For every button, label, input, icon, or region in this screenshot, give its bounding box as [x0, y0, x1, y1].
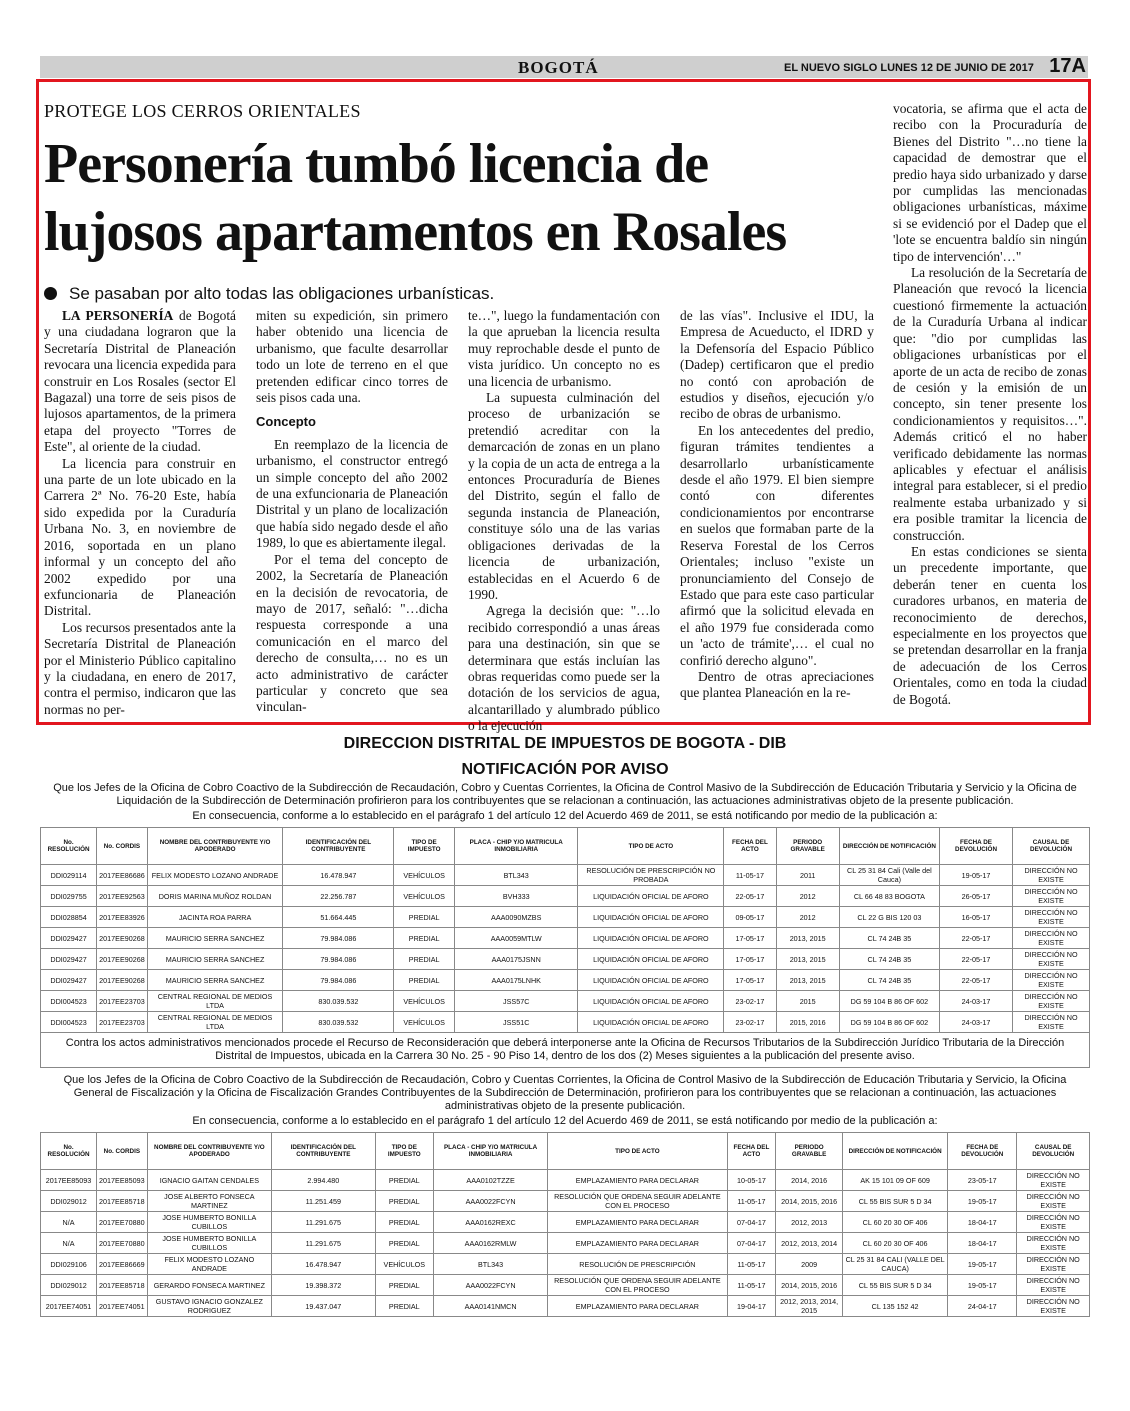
table-header-cell: NOMBRE DEL CONTRIBUYENTE Y/O APODERADO — [147, 828, 283, 865]
table-header-cell: PERIODO GRAVABLE — [776, 1133, 843, 1170]
table-cell: DIRECCIÓN NO EXISTE — [1013, 928, 1090, 949]
table-cell: 11.291.675 — [272, 1233, 375, 1254]
table-cell: AK 15 101 09 OF 609 — [843, 1170, 948, 1191]
table-cell: 19.398.372 — [272, 1275, 375, 1296]
table-cell: 2017EE23703 — [97, 1012, 148, 1033]
table-cell: 2017EE85718 — [97, 1275, 148, 1296]
table-row — [41, 928, 1090, 949]
table-cell: AAA0175JSNN — [454, 949, 578, 970]
table-cell: MAURICIO SERRA SANCHEZ — [147, 970, 283, 991]
table-header-cell: NOMBRE DEL CONTRIBUYENTE Y/O APODERADO — [147, 1133, 271, 1170]
notice-intro-consequence: En consecuencia, conforme a lo establecido en el parágrafo 1 del artículo 12 del Acuerdo 469 de 2011, se está notificando por medio de la publicación a: — [192, 810, 938, 822]
table-cell: AAA0022FCYN — [434, 1191, 548, 1212]
paragraph: La resolución de la Secretaría de Planeación que revocó la licencia cuestionó firmemente la actuación de la Curaduría Urbana al indicar que: "dio por cumplidas las obligaciones urbanísticas por el aporte de un acta de recibo de zonas de cesión y la emisión de un concepto, sin tener presente los condicionamientos y requisitos…". Además criticó el no haber verificado debidamente las normas aplicables y efectuar el análisis integral para establecer, si el predio realmente estaba urbanizado y si era posible tramitar la licencia de construcción. — [893, 265, 1087, 543]
table-cell: 19-05-17 — [948, 1275, 1017, 1296]
table-cell: FELIX MODESTO LOZANO ANDRADE — [147, 865, 283, 886]
table-row — [41, 991, 1090, 1012]
table-cell: 22-05-17 — [940, 928, 1013, 949]
paragraph: La supuesta culminación del proceso de urbanización se pretendió acreditar con la demarcación de zonas en un plano y la copia de un acta de entrega a la entonces Procuraduría de Bienes del Distrito, según el fallo de segunda instancia de Planeación, constituye sólo una de las varias obligaciones derivadas de la licencia de urbanización, establecidas en el Acuerdo 6 de 1990. — [468, 390, 660, 602]
table-cell: RESOLUCIÓN DE PRESCRIPCIÓN NO PROBADA — [578, 865, 724, 886]
table-header-cell: DIRECCIÓN DE NOTIFICACIÓN — [839, 828, 939, 865]
table-cell: 24-03-17 — [940, 991, 1013, 1012]
table-cell: CL 25 31 84 CALI (VALLE DEL CAUCA) — [843, 1254, 948, 1275]
table-cell: 22-05-17 — [940, 970, 1013, 991]
table-row — [41, 1296, 1090, 1317]
table-cell: JSS57C — [454, 991, 578, 1012]
table-cell: DIRECCIÓN NO EXISTE — [1013, 1012, 1090, 1033]
table-cell: LIQUIDACIÓN OFICIAL DE AFORO — [578, 949, 724, 970]
table-cell: LIQUIDACIÓN OFICIAL DE AFORO — [578, 991, 724, 1012]
table-cell: 2015, 2016 — [776, 1012, 839, 1033]
table-cell: LIQUIDACIÓN OFICIAL DE AFORO — [578, 928, 724, 949]
article-subhead — [44, 284, 494, 304]
table-cell: 2017EE90268 — [97, 970, 148, 991]
notice-subtitle: NOTIFICACIÓN POR AVISO — [461, 761, 669, 778]
notice-intro-2: Que los Jefes de la Oficina de Cobro Coactivo de la Subdirección de Recaudación, Cobro y Cuentas Corrientes, la Oficina de Control Masivo de la Subdirección de Educación Tributaria y Servicio, la Oficina General de Fiscalización y la Oficina de Fiscalización Grandes Contribuyentes de la Subdirección de Determinación, profirieron para los contribuyentes que se relacionan a continuación, las actuaciones administrativas objeto de la presente publicación. — [63, 1074, 1067, 1112]
section-label: BOGOTÁ — [518, 58, 599, 77]
table-header-cell: No. CORDIS — [97, 1133, 148, 1170]
table-cell: 2017EE85093 — [97, 1170, 148, 1191]
table-cell: 23-02-17 — [724, 991, 776, 1012]
table-header-cell: PERIODO GRAVABLE — [776, 828, 839, 865]
table-cell: 79.984.086 — [283, 970, 394, 991]
table-cell: PREDIAL — [394, 949, 455, 970]
table-cell: 18-04-17 — [948, 1212, 1017, 1233]
table-cell: DDI029012 — [41, 1275, 97, 1296]
table-cell: CL 55 BIS SUR 5 D 34 — [843, 1275, 948, 1296]
table-cell: 17-05-17 — [724, 949, 776, 970]
table-cell: DIRECCIÓN NO EXISTE — [1017, 1191, 1090, 1212]
table-cell: FELIX MODESTO LOZANO ANDRADE — [147, 1254, 271, 1275]
table-cell: PREDIAL — [375, 1233, 434, 1254]
article-column-2 — [256, 308, 448, 716]
table-cell: PREDIAL — [375, 1296, 434, 1317]
table-cell: PREDIAL — [394, 970, 455, 991]
table-cell: RESOLUCIÓN QUE ORDENA SEGUIR ADELANTE CON EL PROCESO — [548, 1191, 728, 1212]
table-row — [41, 886, 1090, 907]
table-header-cell: No. CORDIS — [97, 828, 148, 865]
table-cell: 09-05-17 — [724, 907, 776, 928]
paragraph: miten su expedición, sin primero haber obtenido una licencia de urbanismo, que faculte desarrollar todo un lote de terreno en el que pretenden edificar cinco torres de seis pisos cada una. — [256, 308, 448, 406]
article-column-4 — [680, 308, 874, 702]
notice-intro-2-consequence: En consecuencia, conforme a lo establecido en el parágrafo 1 del artículo 12 del Acuerdo 469 de 2011, se está notificando por medio de la publicación a: — [192, 1115, 938, 1127]
table-cell: DIRECCIÓN NO EXISTE — [1017, 1296, 1090, 1317]
table-row — [41, 1212, 1090, 1233]
table-cell: 11.251.459 — [272, 1191, 375, 1212]
table-header-cell: TIPO DE IMPUESTO — [394, 828, 455, 865]
table-cell: DDI028854 — [41, 907, 97, 928]
table-cell: 19-05-17 — [940, 865, 1013, 886]
table-cell: 2014, 2015, 2016 — [776, 1191, 843, 1212]
table-cell: VEHÍCULOS — [394, 991, 455, 1012]
table-cell: RESOLUCIÓN QUE ORDENA SEGUIR ADELANTE CON EL PROCESO — [548, 1275, 728, 1296]
paragraph: te…", luego la fundamentación con la que aprueban la licencia resulta muy reprochable desde el punto de vista jurídico. Un concepto no es una licencia de urbanismo. — [468, 308, 660, 389]
table-cell: 2012, 2013, 2014, 2015 — [776, 1296, 843, 1317]
table-cell: DDI004523 — [41, 1012, 97, 1033]
table-cell: DIRECCIÓN NO EXISTE — [1013, 970, 1090, 991]
table-row — [41, 907, 1090, 928]
table-cell: 22.256.787 — [283, 886, 394, 907]
table-cell: BTL343 — [454, 865, 578, 886]
table-cell: DORIS MARINA MUÑOZ ROLDAN — [147, 886, 283, 907]
table-cell: RESOLUCIÓN DE PRESCRIPCIÓN — [548, 1254, 728, 1275]
table-cell: 19-05-17 — [948, 1254, 1017, 1275]
table-cell: MAURICIO SERRA SANCHEZ — [147, 928, 283, 949]
table-cell: 2014, 2016 — [776, 1170, 843, 1191]
section-heading: Concepto — [256, 414, 316, 430]
table-cell: 16.478.947 — [283, 865, 394, 886]
paragraph: Por el tema del concepto de 2002, la Secretaría de Planeación en la decisión de revocatoria, de mayo de 2017, señaló: "…dicha respuesta corresponde a una comunicación en el marco del derecho de consulta,… no es un acto administrativo de carácter particular y concreto que sea vinculan- — [256, 551, 448, 715]
table-header-cell: PLACA - CHIP Y/O MATRICULA INMOBILIARIA — [434, 1133, 548, 1170]
article-column-5 — [893, 101, 1087, 708]
table-cell: PREDIAL — [375, 1191, 434, 1212]
table-cell: EMPLAZAMIENTO PARA DECLARAR — [548, 1170, 728, 1191]
tax-notice — [40, 728, 1090, 1317]
table-cell: DIRECCIÓN NO EXISTE — [1013, 991, 1090, 1012]
table-row — [41, 1170, 1090, 1191]
table-header-cell: IDENTIFICACIÓN DEL CONTRIBUYENTE — [272, 1133, 375, 1170]
table-cell: 2012 — [776, 907, 839, 928]
table-cell: 830.039.532 — [283, 991, 394, 1012]
table-cell: 23-02-17 — [724, 1012, 776, 1033]
table-cell: DDI029427 — [41, 928, 97, 949]
table-cell: 07-04-17 — [727, 1233, 776, 1254]
table-cell: DG 59 104 B 86 OF 602 — [839, 991, 939, 1012]
table-cell: DG 59 104 B 86 OF 602 — [839, 1012, 939, 1033]
paragraph: de las vías". Inclusive el IDU, la Empresa de Acueducto, el IDRD y la Defensoría del Espacio Público (Dadep) certificaron que el predio no contó con aprobación de estudios y diseños, ejecución y/o recibo de obras de urbanismo. — [680, 308, 874, 422]
table-cell: 79.984.086 — [283, 928, 394, 949]
table-cell: CL 60 20 30 OF 406 — [843, 1212, 948, 1233]
table-cell: PREDIAL — [375, 1275, 434, 1296]
article-column-1 — [44, 308, 236, 718]
table-cell: CL 74 24B 35 — [839, 928, 939, 949]
table-cell: 24-03-17 — [940, 1012, 1013, 1033]
table-cell: 2012 — [776, 886, 839, 907]
table-cell: AAA0162RMLW — [434, 1233, 548, 1254]
table-cell: 2013, 2015 — [776, 970, 839, 991]
table-cell: 16-05-17 — [940, 907, 1013, 928]
table-cell: 2011 — [776, 865, 839, 886]
table-cell: AAA0059MTLW — [454, 928, 578, 949]
table-cell: JOSE HUMBERTO BONILLA CUBILLOS — [147, 1233, 271, 1254]
table-cell: DDI029755 — [41, 886, 97, 907]
table-cell: GUSTAVO IGNACIO GONZALEZ RODRIGUEZ — [147, 1296, 271, 1317]
table-cell: 2017EE86686 — [97, 865, 148, 886]
table-cell: 19-05-17 — [948, 1191, 1017, 1212]
table-cell: 10-05-17 — [727, 1170, 776, 1191]
table-header-cell: CAUSAL DE DEVOLUCIÓN — [1013, 828, 1090, 865]
table-cell: AAA0175LNHK — [454, 970, 578, 991]
table-cell: 2017EE86669 — [97, 1254, 148, 1275]
table-cell: DIRECCIÓN NO EXISTE — [1017, 1170, 1090, 1191]
table-cell: 2017EE92563 — [97, 886, 148, 907]
table-cell: 22-05-17 — [724, 886, 776, 907]
table-cell: N/A — [41, 1233, 97, 1254]
table-cell: 26-05-17 — [940, 886, 1013, 907]
paragraph: En reemplazo de la licencia de urbanismo, el constructor entregó un simple concepto del año 2002 de una exfuncionaria de Planeación Distrital y un plano de localización que había sido negado desde el año 1989, lo que es abiertamente ilegal. — [256, 436, 448, 551]
table-cell: BVH333 — [454, 886, 578, 907]
paragraph: La licencia para construir en una parte de un lote ubicado en la Carrera 2ª No. 76-20 Este, había sido expedida por la Curaduría Urbana No. 3, en noviembre de 2016, soportada en un plano informal y un concepto del año 2002 expedido por una exfuncionaria de Planeación Distrital. — [44, 455, 236, 619]
article-headline: Personería tumbó licencia de lujosos apartamentos en Rosales — [44, 133, 787, 263]
table-header-cell: No. RESOLUCIÓN — [41, 828, 97, 865]
paragraph: Los recursos presentados ante la Secretaría Distrital de Planeación por el Ministerio Público capitalino y la ciudadana, en enero de 2017, contra el permiso, indicaron que las normas no per- — [44, 619, 236, 717]
notice-intro: Que los Jefes de la Oficina de Cobro Coactivo de la Subdirección de Recaudación, Cobro y Cuentas Corrientes, la Oficina de Control Masivo de la Subdirección de Educación Tributaria y Servicio y la Oficina de Liquidación de la Subdirección de Determinación profirieron para los contribuyentes que se relacionan a continuación, las actuaciones administrativas objeto de la presente publicación. — [53, 782, 1077, 807]
table-cell: 2017EE90268 — [97, 949, 148, 970]
notice-table-1 — [40, 827, 1090, 1033]
table-cell: 07-04-17 — [727, 1212, 776, 1233]
table-cell: DDI029427 — [41, 970, 97, 991]
table-cell: AAA0022FCYN — [434, 1275, 548, 1296]
table-cell: 23-05-17 — [948, 1170, 1017, 1191]
table-cell: 18-04-17 — [948, 1233, 1017, 1254]
notice-appeal-text: Contra los actos administrativos mencionados procede el Recurso de Reconsideración que deberá interponerse ante la Oficina de Recursos Tributarios de la Subdirección Jurídico Tributaria de la Dirección Distrital de Impuestos, ubicada en la Carrera 30 No. 25 - 90 Piso 14, dentro de los dos (2) Meses siguientes a la publicación del presente aviso. — [40, 1033, 1090, 1068]
table-cell: EMPLAZAMIENTO PARA DECLARAR — [548, 1296, 728, 1317]
table-cell: 17-05-17 — [724, 970, 776, 991]
table-cell: EMPLAZAMIENTO PARA DECLARAR — [548, 1233, 728, 1254]
notice-table-2 — [40, 1132, 1090, 1317]
table-row — [41, 970, 1090, 991]
table-cell: DIRECCIÓN NO EXISTE — [1017, 1233, 1090, 1254]
paragraph: En estas condiciones se sienta un precedente importante, que deberán tener en cuenta los curadores urbanos, en materia de reconocimiento de derechos, especialmente en los proyectos que se pretendan desarrollar en la franja de adecuación de los Cerros Orientales, como en toda la ciudad de Bogotá. — [893, 543, 1087, 707]
table-cell: JSS51C — [454, 1012, 578, 1033]
paragraph: Dentro de otras apreciaciones que plantea Planeación en la re- — [680, 668, 874, 701]
table-cell: CENTRAL REGIONAL DE MEDIOS LTDA — [147, 1012, 283, 1033]
table-cell: DIRECCIÓN NO EXISTE — [1013, 865, 1090, 886]
table-cell: CL 60 20 30 OF 406 — [843, 1233, 948, 1254]
table-row — [41, 949, 1090, 970]
table-cell: 2012, 2013 — [776, 1212, 843, 1233]
table-cell: 2017EE70880 — [97, 1212, 148, 1233]
table-row — [41, 1254, 1090, 1275]
table-cell: BTL343 — [434, 1254, 548, 1275]
table-row — [41, 1275, 1090, 1296]
table-cell: LIQUIDACIÓN OFICIAL DE AFORO — [578, 907, 724, 928]
table-row — [41, 865, 1090, 886]
table-cell: 2015 — [776, 991, 839, 1012]
table-cell: 19.437.047 — [272, 1296, 375, 1317]
table-cell: 11-05-17 — [727, 1191, 776, 1212]
table-cell: AAA0102TZZE — [434, 1170, 548, 1191]
table-cell: VEHÍCULOS — [394, 886, 455, 907]
table-cell: DIRECCIÓN NO EXISTE — [1017, 1254, 1090, 1275]
table-cell: JOSE ALBERTO FONSECA MARTINEZ — [147, 1191, 271, 1212]
table-cell: JOSE HUMBERTO BONILLA CUBILLOS — [147, 1212, 271, 1233]
paragraph: En los antecedentes del predio, figuran trámites tendientes a desarrollarlo urbanísticamente desde el año 1979. El bien siempre contó con diferentes condicionamientos por encontrarse en suelos que formaban parte de la Reserva Forestal de los Cerros Orientales; incluso "existe un pronunciamiento del Consejo de Estado que para este caso particular afirmó que la solicitud elevada en el año 1979 fue considerada como un 'acto de trámite',… el cual no confirió derecho alguno". — [680, 422, 874, 668]
table-cell: LIQUIDACIÓN OFICIAL DE AFORO — [578, 970, 724, 991]
table-cell: LIQUIDACIÓN OFICIAL DE AFORO — [578, 1012, 724, 1033]
table-row — [41, 1012, 1090, 1033]
table-cell: 830.039.532 — [283, 1012, 394, 1033]
table-cell: 79.984.086 — [283, 949, 394, 970]
table-cell: DIRECCIÓN NO EXISTE — [1013, 886, 1090, 907]
table-cell: AAA0141NMCN — [434, 1296, 548, 1317]
table-cell: N/A — [41, 1212, 97, 1233]
table-cell: DDI029012 — [41, 1191, 97, 1212]
article-kicker: PROTEGE LOS CERROS ORIENTALES — [44, 101, 361, 121]
table-cell: DDI029114 — [41, 865, 97, 886]
table-cell: 2017EE85093 — [41, 1170, 97, 1191]
table-cell: PREDIAL — [375, 1170, 434, 1191]
table-cell: DIRECCIÓN NO EXISTE — [1013, 949, 1090, 970]
table-header-cell: FECHA DEL ACTO — [727, 1133, 776, 1170]
subhead-text: Se pasaban por alto todas las obligaciones urbanísticas. — [69, 284, 495, 303]
masthead-info: EL NUEVO SIGLO LUNES 12 DE JUNIO DE 2017 — [784, 62, 1034, 74]
table-header-cell: TIPO DE IMPUESTO — [375, 1133, 434, 1170]
lead-in: LA PERSONERÍA — [62, 308, 174, 323]
table-cell: PREDIAL — [394, 928, 455, 949]
table-cell: CL 55 BIS SUR 5 D 34 — [843, 1191, 948, 1212]
table-cell: DDI004523 — [41, 991, 97, 1012]
table-cell: PREDIAL — [394, 907, 455, 928]
table-cell: VEHÍCULOS — [394, 865, 455, 886]
table-cell: CL 135 152 42 — [843, 1296, 948, 1317]
table-header-cell: DIRECCIÓN DE NOTIFICACIÓN — [843, 1133, 948, 1170]
table-cell: 2013, 2015 — [776, 949, 839, 970]
table-cell: LIQUIDACIÓN OFICIAL DE AFORO — [578, 886, 724, 907]
table-cell: MAURICIO SERRA SANCHEZ — [147, 949, 283, 970]
table-cell: AAA0090MZBS — [454, 907, 578, 928]
table-cell: 11.291.675 — [272, 1212, 375, 1233]
table-row — [41, 1191, 1090, 1212]
table-cell: GERARDO FONSECA MARTINEZ — [147, 1275, 271, 1296]
table-cell: 2012, 2013, 2014 — [776, 1233, 843, 1254]
table-cell: CL 22 G BIS 120 03 — [839, 907, 939, 928]
table-cell: DIRECCIÓN NO EXISTE — [1017, 1275, 1090, 1296]
table-header-cell: PLACA - CHIP Y/O MATRICULA INMOBILIARIA — [454, 828, 578, 865]
table-cell: 2013, 2015 — [776, 928, 839, 949]
table-header-cell: IDENTIFICACIÓN DEL CONTRIBUYENTE — [283, 828, 394, 865]
table-cell: DDI029427 — [41, 949, 97, 970]
table-cell: 16.478.947 — [272, 1254, 375, 1275]
page-number: 17A — [1049, 55, 1086, 77]
table-cell: 22-05-17 — [940, 949, 1013, 970]
table-cell: AAA0162REXC — [434, 1212, 548, 1233]
table-cell: 11-05-17 — [727, 1275, 776, 1296]
table-cell: EMPLAZAMIENTO PARA DECLARAR — [548, 1212, 728, 1233]
notice-title: DIRECCION DISTRITAL DE IMPUESTOS DE BOGOTA - DIB — [343, 735, 787, 752]
table-cell: JACINTA ROA PARRA — [147, 907, 283, 928]
table-header-cell: No. RESOLUCIÓN — [41, 1133, 97, 1170]
paragraph: Agrega la decisión que: "…lo recibido correspondió a unas áreas para una destinación, sin que se determinara que estás incluían las obras requeridas como puede ser la dotación de los servicios de agua, alcantarillado y alumbrado público o la ejecución — [468, 603, 660, 734]
table-header-cell: FECHA DE DEVOLUCIÓN — [948, 1133, 1017, 1170]
table-cell: DIRECCIÓN NO EXISTE — [1017, 1212, 1090, 1233]
table-header-cell: FECHA DEL ACTO — [724, 828, 776, 865]
paragraph: de Bogotá y una ciudadana lograron que la Secretaría Distrital de Planeación revocara una licencia expedida para construir en Los Rosales (sector El Bagazal) una torre de seis pisos de lujosos apartamentos, de la primera etapa del proyecto "Torres de Este", al oriente de la ciudad. — [44, 308, 237, 455]
table-cell: IGNACIO GAITAN CENDALES — [147, 1170, 271, 1191]
table-cell: 2014, 2015, 2016 — [776, 1275, 843, 1296]
table-cell: CL 74 24B 35 — [839, 949, 939, 970]
table-cell: 24-04-17 — [948, 1296, 1017, 1317]
table-cell: 2017EE83926 — [97, 907, 148, 928]
table-header-cell: CAUSAL DE DEVOLUCIÓN — [1017, 1133, 1090, 1170]
table-cell: PREDIAL — [375, 1212, 434, 1233]
table-cell: DIRECCIÓN NO EXISTE — [1013, 907, 1090, 928]
table-cell: 51.664.445 — [283, 907, 394, 928]
table-cell: 17-05-17 — [724, 928, 776, 949]
bullet-icon — [44, 287, 57, 300]
table-cell: 2009 — [776, 1254, 843, 1275]
table-cell: 2017EE74051 — [41, 1296, 97, 1317]
table-cell: 11-05-17 — [727, 1254, 776, 1275]
table-cell: VEHÍCULOS — [394, 1012, 455, 1033]
table-cell: CL 25 31 84 Cali (Valle del Cauca) — [839, 865, 939, 886]
table-cell: DDI029106 — [41, 1254, 97, 1275]
table-cell: CENTRAL REGIONAL DE MEDIOS LTDA — [147, 991, 283, 1012]
table-cell: 2.994.480 — [272, 1170, 375, 1191]
table-header-cell: FECHA DE DEVOLUCIÓN — [940, 828, 1013, 865]
table-cell: CL 66 48 83 BOGOTA — [839, 886, 939, 907]
table-header-cell: TIPO DE ACTO — [548, 1133, 728, 1170]
article-column-3 — [468, 308, 660, 735]
table-cell: 2017EE74051 — [97, 1296, 148, 1317]
table-cell: 2017EE85718 — [97, 1191, 148, 1212]
table-cell: 2017EE90268 — [97, 928, 148, 949]
table-cell: 11-05-17 — [724, 865, 776, 886]
table-cell: 2017EE23703 — [97, 991, 148, 1012]
table-cell: 19-04-17 — [727, 1296, 776, 1317]
table-cell: CL 74 24B 35 — [839, 970, 939, 991]
table-cell: VEHÍCULOS — [375, 1254, 434, 1275]
paragraph: vocatoria, se afirma que el acta de recibo con la Procuraduría de Bienes del Distrito "…no tiene la capacidad de demostrar que el predio haya sido urbanizado y darse por cumplidas las mencionadas obligaciones urbanísticas, máxime si se evidenció por el Dadep que el 'lote se encuentra baldío sin ningún tipo de intervención'…" — [893, 101, 1087, 264]
table-row — [41, 1233, 1090, 1254]
table-header-cell: TIPO DE ACTO — [578, 828, 724, 865]
table-cell: 2017EE70880 — [97, 1233, 148, 1254]
